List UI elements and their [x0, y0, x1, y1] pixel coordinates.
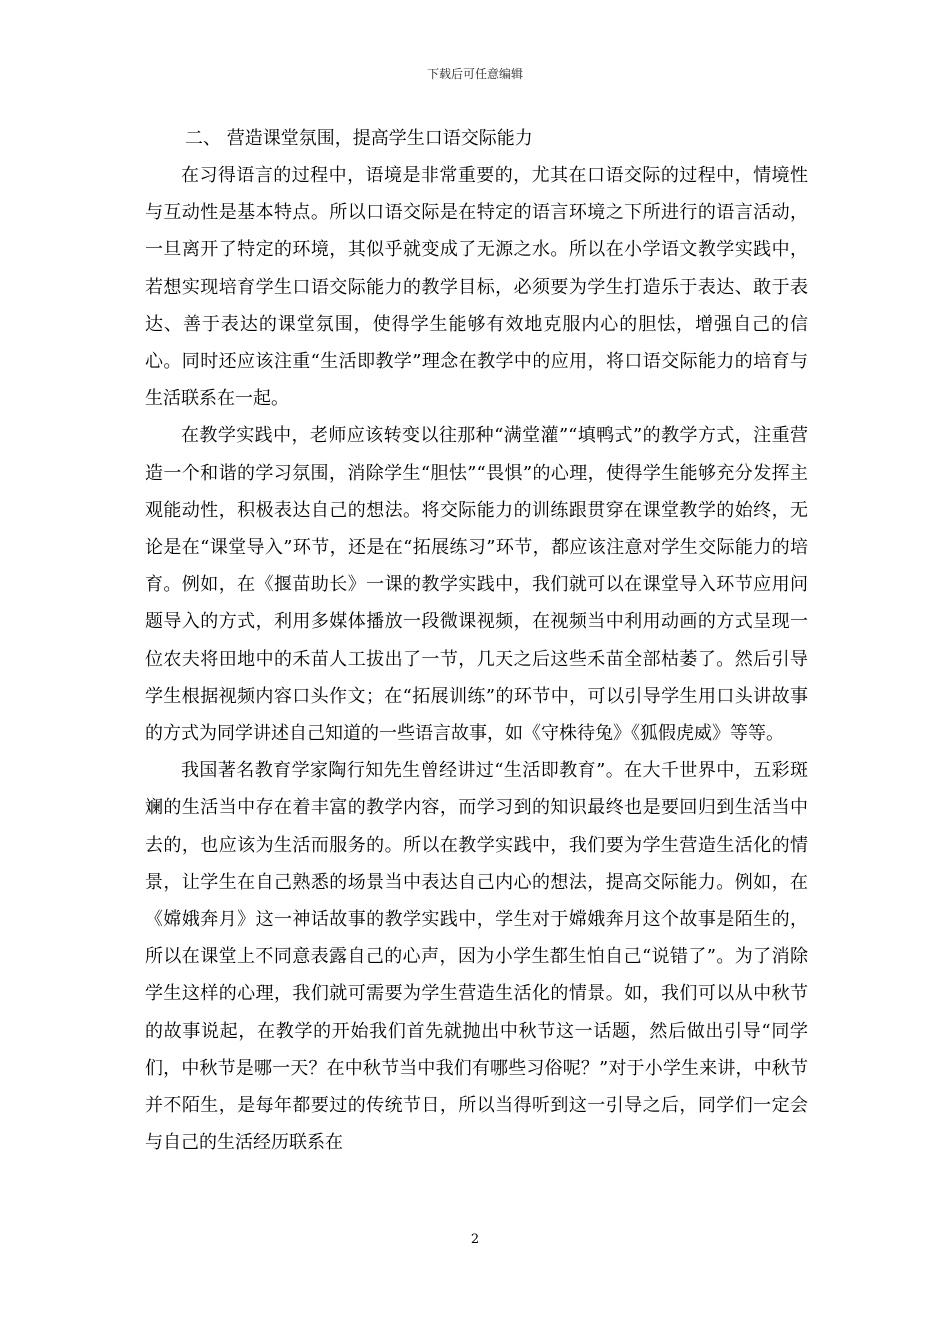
- document-body: [145, 120, 808, 1161]
- page-number: 2: [470, 1232, 480, 1247]
- section-heading: 二、 营造课堂氛围，提高学生口语交际能力: [185, 128, 533, 149]
- paragraph-3: 我国著名教育学家陶行知先生曾经讲过“生活即教育”。在大千世界中，五彩斑斓的生活当中存在着丰富的教学内容，而学习到的知识最终也是要回归到生活当中去的，也应该为生活而服务的。所以在教学实践中，我们要为学生营造生活化的情景，让学生在自己熟悉的场景当中表达自己内心的想法，提高交际能力。例如，在《嫦娥奔月》这一神话故事的教学实践中，学生对于嫦娥奔月这个故事是陌生的，所以在课堂上不同意表露自己的心声，因为小学生都生怕自己“说错了”。为了消除学生这样的心理，我们就可需要为学生营造生活化的情景。如，我们可以从中秋节的故事说起，在教学的开始我们首先就抛出中秋节这一话题，然后做出引导“同学们，中秋节是哪一天？在中秋节当中我们有哪些习俗呢？”对于小学生来讲，中秋节并不陌生，是每年都要过的传统节日，所以当得听到这一引导之后，同学们一定会与自己的生活经历联系在: [145, 760, 808, 1154]
- page-header: 下载后可任意编辑: [426, 67, 523, 81]
- paragraph-2: 在教学实践中，老师应该转变以往那种“满堂灌”“填鸭式”的教学方式，注重营造一个和谐的学习氛围，消除学生“胆怯”“畏惧”的心理，使得学生能够充分发挥主观能动性，积极表达自己的想法。将交际能力的训练跟贯穿在课堂教学的始终，无论是在“课堂导入”环节，还是在“拓展练习”环节，都应该注意对学生交际能力的培育。例如，在《揠苗助长》一课的教学实践中，我们就可以在课堂导入环节应用问题导入的方式，利用多媒体播放一段微课视频，在视频当中利用动画的方式呈现一位农夫将田地中的禾苗人工拔出了一节，几天之后这些禾苗全部枯萎了。然后引导学生根据视频内容口头作文；在“拓展训练”的环节中，可以引导学生用口头讲故事的方式为同学讲述自己知道的一些语言故事，如《守株待兔》《狐假虎威》等等。: [145, 425, 808, 745]
- paragraph-1: 在习得语言的过程中，语境是非常重要的，尤其在口语交际的过程中，情境性与互动性是基本特点。所以口语交际是在特定的语言环境之下所进行的语言活动，一旦离开了特定的环境，其似乎就变成了无源之水。所以在小学语文教学实践中，若想实现培育学生口语交际能力的教学目标，必须要为学生打造乐于表达、敢于表达、善于表达的课堂氛围，使得学生能够有效地克服内心的胆怯，增强自己的信心。同时还应该注重“生活即教学”理念在教学中的应用，将口语交际能力的培育与生活联系在一起。: [145, 165, 808, 410]
